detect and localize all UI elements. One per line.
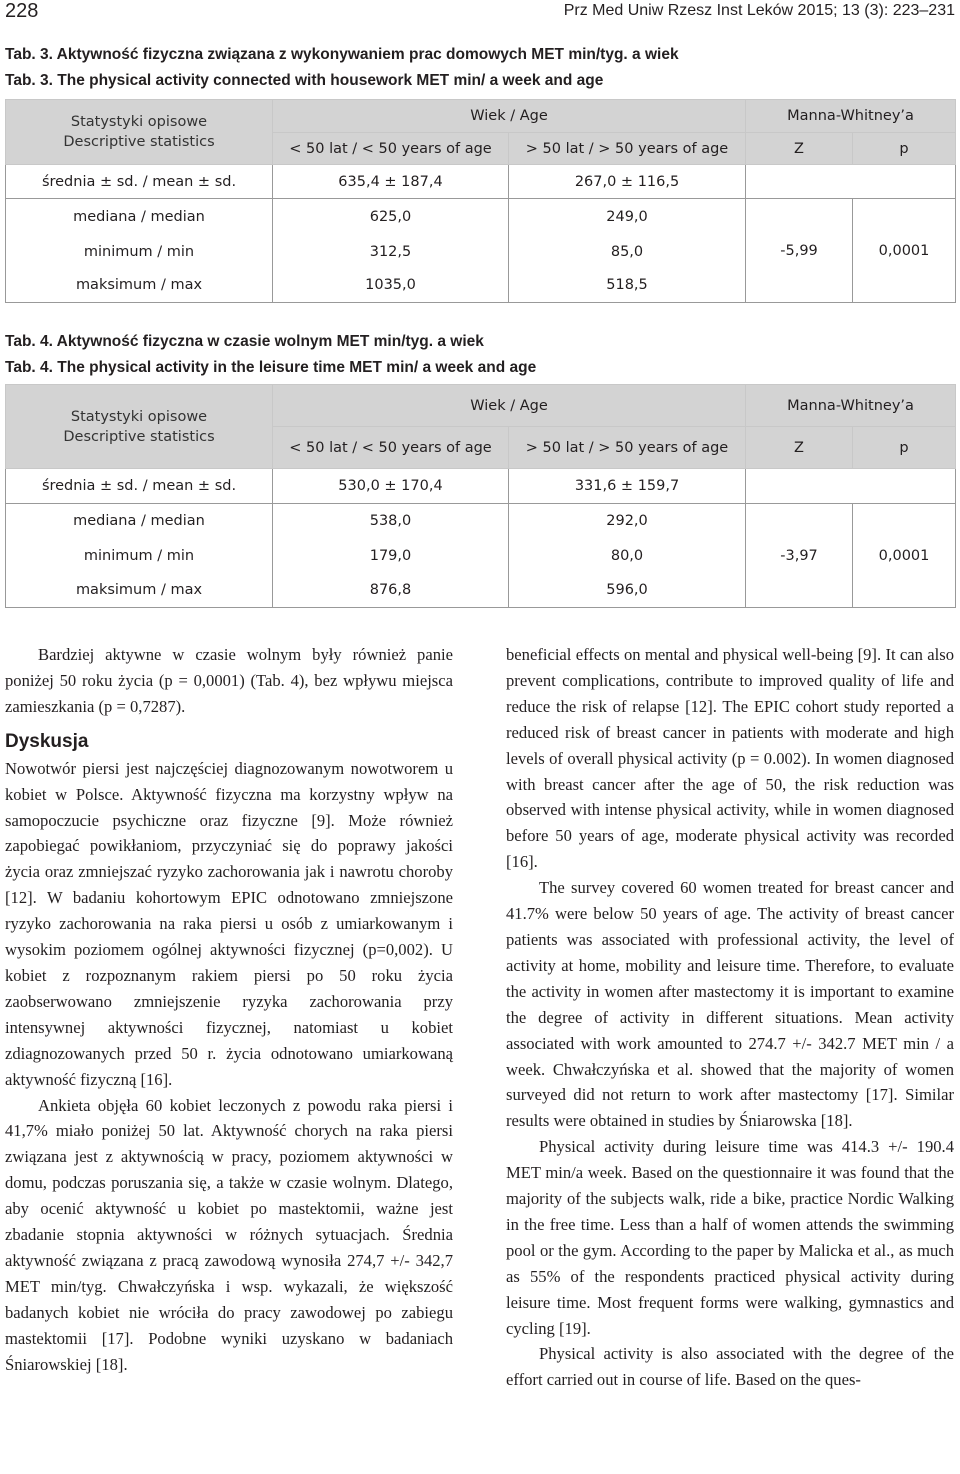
cell-over50: 249,0 [509,199,746,235]
cell-over50: 596,0 [509,573,746,608]
cell-under50: 530,0 ± 170,4 [273,469,509,504]
paragraph: Ankieta objęła 60 kobiet leczonych z powodu raka piersi i 41,7% miało poniżej 50 lat. Aktywność chorych na raka piersi związana jest z aktywnością w pracy, poziomem aktywności w domu, podczas poruszania się, a także w czasie wolnym. Dlatego, aby ocenić aktywność u kobiet po mastektomii, ważne jest zbadanie stopnia aktywności w różnych sytuacjach. Średnia aktywność związana z pracą zawodową wynosiła 274,7 +/- 342,7 MET min/tyg. Chwałczyńska i wsp. wykazali, że większość badanych kobiet nie wróciła do pracy zawodowej po zabiegu mastektomii [17]. Podobne wyniki uzyskano w badaniach Śniarowskiej [18]. [5,1095,453,1374]
table3-test-header: Manna-Whitney’a [746,100,956,133]
table3-p-value: 0,0001 [853,199,956,303]
cell-over50: 80,0 [509,539,746,573]
page-header [5,0,955,22]
table3-col-z: Z [746,133,853,165]
table3 [5,99,956,303]
row-label: maksimum / max [6,269,273,303]
row-label: minimum / min [6,539,273,573]
paragraph: Bardziej aktywne w czasie wolnym były również panie poniżej 50 roku życia (p = 0,0001) (Tab. 4), bez wpływu miejsca zamieszkania (p = 0,7287). [5,645,453,716]
cell-over50: 518,5 [509,269,746,303]
cell-over50: 267,0 ± 116,5 [509,165,746,199]
row-label: minimum / min [6,235,273,269]
left-text-column [5,642,453,1377]
row-label: mediana / median [6,199,273,235]
cell-under50: 179,0 [273,539,509,573]
cell-over50: 85,0 [509,235,746,269]
paragraph: Nowotwór piersi jest najczęściej diagnozowanym nowotworem u kobiet w Polsce. Aktywność fizyczna ma korzystny wpływ na samopoczucie psychiczne oraz fizyczne [9]. Może również zapobiegać powikłaniom, przyczyniać się do poprawy jakości życia oraz zmniejszać ryzyko zachorowania jak i nawrotu choroby [12]. W badaniu kohortowym EPIC odnotowano zmniejszone ryzyko zachorowania na raka piersi u osób z umiarkowanym i wysokim poziomem ogólnej aktywności fizycznej (p=0,002). U kobiet z rozpoznanym rakiem piersi po 50 roku życia zaobserwowano zmniejszenie ryzyka zachorowania przy intensywnej aktywności fizycznej, natomiast u kobiet zdiagnozowanych przed 50 r. życia odnotowano umiarkowaną aktywność fizyczną [16]. [5,758,453,1089]
row-label: mediana / median [6,504,273,539]
table4-caption-en: Tab. 4. The physical activity in the leisure time MET min/ a week and age [5,359,537,376]
cell-over50: 331,6 ± 159,7 [509,469,746,504]
cell-over50: 292,0 [509,504,746,539]
table4-test-header: Manna-Whitney’a [746,385,956,427]
table4-stats-label [6,385,273,469]
right-text-column [506,642,954,1393]
paragraph: beneficial effects on mental and physical well-being [9]. It can also prevent complications, contribute to improved quality of life and reduce the risk of relapse [12]. The EPIC cohort study reported a reduced risk of breast cancer in patients with moderate and high levels of overall physical activity (p = 0.002). In women diagnosed with breast cancer after the age of 50, the risk reduction was observed with intense physical activity, while in women diagnosed before 50 years of age, moderate physical activity was recorded [16]. [506,645,954,872]
table4-group-header: Wiek / Age [273,385,746,427]
table-row [6,469,956,504]
table4-p-value: 0,0001 [853,504,956,608]
table3-col-p: p [853,133,956,165]
paragraph: Physical activity is also associated with the degree of the effort carried out in course of life. Based on the ques- [506,1344,954,1390]
table4-col-under50: < 50 lat / < 50 years of age [273,427,509,469]
stats-label-pl: Statystyki opisowe [70,114,208,130]
table3-group-header: Wiek / Age [273,100,746,133]
stats-label-pl: Statystyki opisowe [70,408,208,425]
table3-col-under50: < 50 lat / < 50 years of age [273,133,509,165]
stats-label-en: Descriptive statistics [63,428,215,445]
page-number: 228 [5,0,39,22]
table4 [5,384,956,608]
paragraph: The survey covered 60 women treated for breast cancer and 41.7% were below 50 years of age. The activity of breast cancer patients was associated with professional activity, the level of activity at home, mobility and leisure time. Therefore, to evaluate the activity in women after mastectomy it is important to examine the degree of activity in different situations. Mean activity associated with work amounted to 274.7 +/- 342.7 MET min / a week. Chwałczyńska et al. showed that the majority of women surveyed did not return to work after mastectomy [17]. Similar results were obtained in studies by Śniarowska [18]. [506,878,954,1131]
row-label: maksimum / max [6,573,273,608]
row-label: średnia ± sd. / mean ± sd. [6,165,273,199]
table4-z-value: -3,97 [746,504,853,608]
journal-citation: Prz Med Uniw Rzesz Inst Leków 2015; 13 (3): 223–231 [563,2,955,19]
paragraph: Physical activity during leisure time was 414.3 +/- 190.4 MET min/a week. Based on the questionnaire it was found that the majority of the subjects walk, ride a bike, practice Nordic Walking in the free time. Less than a half of women attends the swimming pool or the gym. According to the paper by Malicka et al., as much as 55% of the respondents practiced physical activity during leisure time. Most frequent forms were walking, gymnastics and cycling [19]. [506,1137,954,1338]
cell-under50: 312,5 [273,235,509,269]
section-heading: Dyskusja [5,730,89,752]
table3-stats-label [6,100,273,165]
table3-z-value: -5,99 [746,199,853,303]
table4-caption-pl: Tab. 4. Aktywność fizyczna w czasie wolnym MET min/tyg. a wiek [5,333,484,350]
row-label: średnia ± sd. / mean ± sd. [6,469,273,504]
table-row [6,199,956,235]
table3-caption-pl: Tab. 3. Aktywność fizyczna związana z wykonywaniem prac domowych MET min/tyg. a wiek [5,46,679,63]
cell-under50: 635,4 ± 187,4 [273,165,509,199]
table3-caption-en: Tab. 3. The physical activity connected with housework MET min/ a week and age [5,72,604,89]
cell-under50: 1035,0 [273,269,509,303]
cell-under50: 625,0 [273,199,509,235]
cell-under50: 538,0 [273,504,509,539]
cell-under50: 876,8 [273,573,509,608]
table4-col-over50: > 50 lat / > 50 years of age [509,427,746,469]
table4-col-p: p [853,427,956,469]
table4-col-z: Z [746,427,853,469]
stats-label-en: Descriptive statistics [63,134,215,150]
table-row [6,504,956,539]
table3-col-over50: > 50 lat / > 50 years of age [509,133,746,165]
table-row [6,165,956,199]
